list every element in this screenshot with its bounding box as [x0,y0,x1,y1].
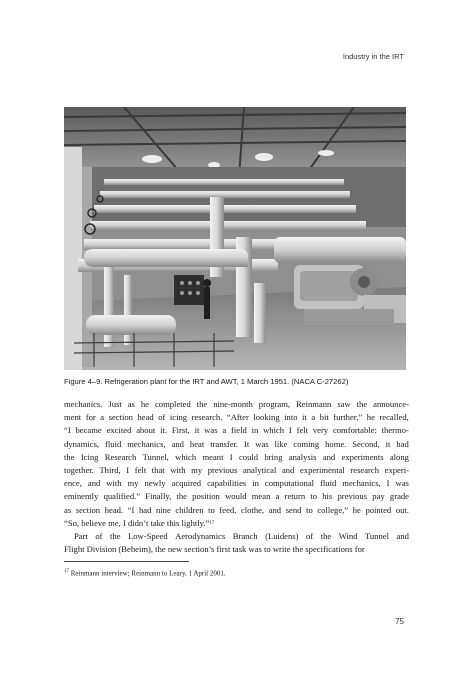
word: It [244,438,250,449]
word: grade [389,491,409,502]
word: of [306,531,314,542]
word: eminently [64,491,99,502]
word: was [204,425,218,436]
word: very [312,425,329,436]
word: as [64,504,72,515]
word: recalled, [379,412,409,423]
footnote-text: Reinmann interview; Reinmann to Leary, 1 April 2001. [70,569,226,578]
word: which [175,451,197,462]
word: he [352,504,361,515]
word: the [110,531,121,542]
body-line [64,464,409,477]
word: analysis [288,451,317,462]
word: of [95,531,103,542]
word: computational [264,478,315,489]
word: as [127,399,135,409]
word: home. [325,438,347,449]
word: “After [226,412,249,423]
word: bring [264,451,283,462]
word: experi- [384,465,409,476]
word: to [208,504,215,515]
word: his [322,491,333,502]
word: the [356,399,368,409]
word: dynamics, [64,438,100,449]
word: and [281,465,295,476]
word: Reinmann [296,399,332,409]
word: transfer. [210,438,239,449]
word: Second, [352,438,380,449]
word: research [350,465,380,476]
word: experimental [299,465,345,476]
word: acquired [171,478,202,489]
word: (Luidens) [265,531,299,542]
word: Third, [99,465,121,476]
word: Finally, [145,491,172,502]
word: a [275,491,280,502]
word: previous [207,465,238,476]
word: of [158,412,166,423]
word: about [136,425,156,436]
word: for [85,412,96,423]
word: send [285,504,302,515]
word: I [288,425,292,436]
word: was [255,438,269,449]
word: looking [253,412,280,423]
word: in [251,425,259,436]
word: capabilities [207,478,247,489]
body-line [64,411,409,424]
body-line [64,477,409,490]
word: feed, [219,504,237,515]
word: that [151,465,165,476]
word: like [274,438,288,449]
word: a [100,412,105,423]
word: to [306,504,313,515]
footnote-reference[interactable]: 17 [209,520,215,526]
word: along [389,451,409,462]
word: with [170,465,186,476]
word: would [225,491,247,502]
word: and [171,438,184,449]
word: together. [64,465,94,476]
word: nine-month [213,399,253,409]
word: was [395,478,409,489]
word: I [386,478,390,489]
word: clothe, [240,504,265,515]
word: had [396,438,409,449]
word: into [284,412,298,423]
word: saw [337,399,351,409]
body-line [64,451,409,464]
word: program, [258,399,291,409]
word: research. [191,412,223,423]
word: it [302,412,307,423]
word: the [196,399,208,409]
word: mechanics, [127,438,166,449]
word: ment [64,412,82,423]
word: completed [154,399,191,409]
word: newly [144,478,166,489]
word: Wind [338,531,358,542]
word: return [284,491,306,502]
word: First, [171,425,190,436]
word: and [322,451,336,462]
word: comfortable: [332,425,377,436]
word: head [137,412,154,423]
word: previous [337,491,368,502]
word: meant [202,451,224,462]
word: a [222,425,227,436]
word: ence, [64,478,82,489]
word: the [64,451,75,462]
word: section [75,504,101,515]
word: section [108,412,133,423]
body-paragraphs [64,398,409,556]
word: position [192,491,220,502]
word: the [176,491,187,502]
refrigeration-plant-photo [64,107,406,370]
word: Icing [80,451,99,462]
body-line-text: “So, believe me, I didn’t take this lightly.” [64,517,210,528]
word: fluid [105,438,122,449]
word: mechanics. [64,399,103,409]
footnote [64,569,226,577]
word: out. [395,504,409,515]
word: announce- [373,399,409,409]
word: mechanics, [342,478,381,489]
word: and [396,531,409,542]
word: with [106,478,122,489]
word: to [310,491,318,502]
word: analytical [242,465,277,476]
word: and [268,504,282,515]
word: I [229,451,233,462]
word: “I [127,504,135,515]
word: Tunnel, [142,451,169,462]
word: thermo- [381,425,409,436]
word: experiments [341,451,384,462]
word: college,” [317,504,349,515]
word: it. [160,425,168,436]
body-line: Flight Division (Beheim), the new section’s first task was to write the specifications for [64,544,365,555]
running-head: Industry in the IRT [342,52,404,61]
word: coming [293,438,320,449]
body-line [64,438,409,451]
word: Aerodynamics [175,531,226,542]
word: he [140,399,149,409]
word: fluid [320,478,337,489]
word: my [127,478,139,489]
word: excited [106,425,132,436]
word: and [87,478,101,489]
word: mean [251,491,271,502]
word: field [231,425,247,436]
word: felt [296,425,309,436]
word: felt [134,465,147,476]
word: Research [104,451,137,462]
word: in [252,478,259,489]
word: became [75,425,102,436]
word: Tunnel [364,531,389,542]
body-line [64,490,409,503]
word: bit [319,412,329,423]
footnote-rule [64,561,189,562]
word: could [238,451,259,462]
word: head. [104,504,124,515]
body-line [64,398,409,411]
word: heat [189,438,205,449]
figure-caption: Figure 4–9. Refrigeration plant for the IRT and AWT, 1 March 1951. (NACA C-27262) [64,377,349,386]
word: my [191,465,203,476]
word: the [320,531,332,542]
page-number: 75 [395,617,404,626]
word: which [263,425,285,436]
word: pointed [365,504,392,515]
word: a [311,412,316,423]
word: Just [108,399,122,409]
body-line [64,424,409,437]
word: had [138,504,152,515]
word: icing [169,412,188,423]
word: nine [155,504,171,515]
word: he [366,412,375,423]
word: children [175,504,204,515]
word: Branch [232,531,258,542]
footnote-number: 17 [64,569,69,574]
body-line [64,530,409,543]
word: it [385,438,391,449]
word: it [194,425,200,436]
word: further,” [333,412,363,423]
word: I [126,465,130,476]
word: Low-Speed [128,531,168,542]
body-line-with-footnote-ref [64,517,409,530]
word: “I [64,425,71,436]
word: pay [372,491,385,502]
word: qualified.” [103,491,141,502]
word: Part [74,531,88,542]
body-line [64,504,409,517]
